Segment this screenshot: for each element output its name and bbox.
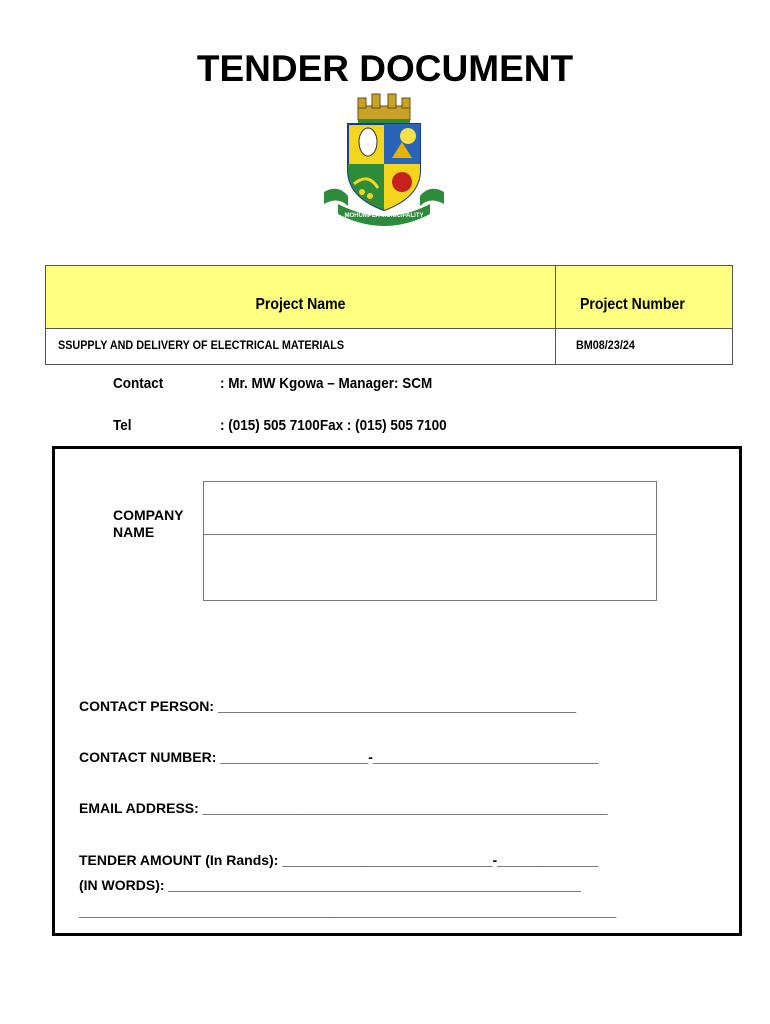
contact-value: : Mr. MW Kgowa – Manager: SCM [220, 375, 433, 392]
amount-in-words-field[interactable]: (IN WORDS): _____________________________________________________ [79, 877, 582, 893]
project-number-header-label: Project Number [580, 296, 685, 313]
crest-motto-text: MOHUMPLA MUNICIPALITY [344, 213, 424, 219]
crest-crown [358, 94, 410, 123]
crest-shield [348, 124, 420, 210]
company-label-line-1: COMPANY [113, 507, 184, 523]
project-table [45, 265, 733, 365]
document-title: TENDER DOCUMENT [196, 48, 574, 89]
tel-fax-value: : (015) 505 7100Fax : (015) 505 7100 [220, 417, 447, 434]
project-number-header [556, 266, 732, 329]
company-name-divider [204, 534, 656, 535]
contact-number-field[interactable]: CONTACT NUMBER: ___________________-_____________________________ [79, 749, 599, 765]
project-name-value: SSUPPLY AND DELIVERY OF ELECTRICAL MATERIALS [58, 338, 345, 352]
email-address-field[interactable]: EMAIL ADDRESS: ____________________________________________________ [79, 800, 608, 816]
project-name-cell [46, 329, 556, 364]
company-label-line-2: NAME [113, 524, 155, 540]
project-name-header [46, 266, 556, 329]
amount-in-words-continuation[interactable]: _____________________________________________________________________ [79, 903, 617, 919]
company-name-field[interactable] [203, 481, 657, 601]
coat-of-arms-logo [318, 92, 450, 227]
tender-amount-field[interactable]: TENDER AMOUNT (In Rands): ___________________________-_____________ [79, 852, 599, 868]
tel-label: Tel [113, 417, 132, 434]
project-number-cell [556, 329, 732, 364]
project-number-value: BM08/23/24 [576, 338, 635, 352]
contact-person-field[interactable]: CONTACT PERSON: ______________________________________________ [79, 698, 577, 714]
company-name-label [113, 507, 184, 541]
project-name-header-label: Project Name [255, 296, 346, 313]
contact-label: Contact [113, 375, 164, 392]
